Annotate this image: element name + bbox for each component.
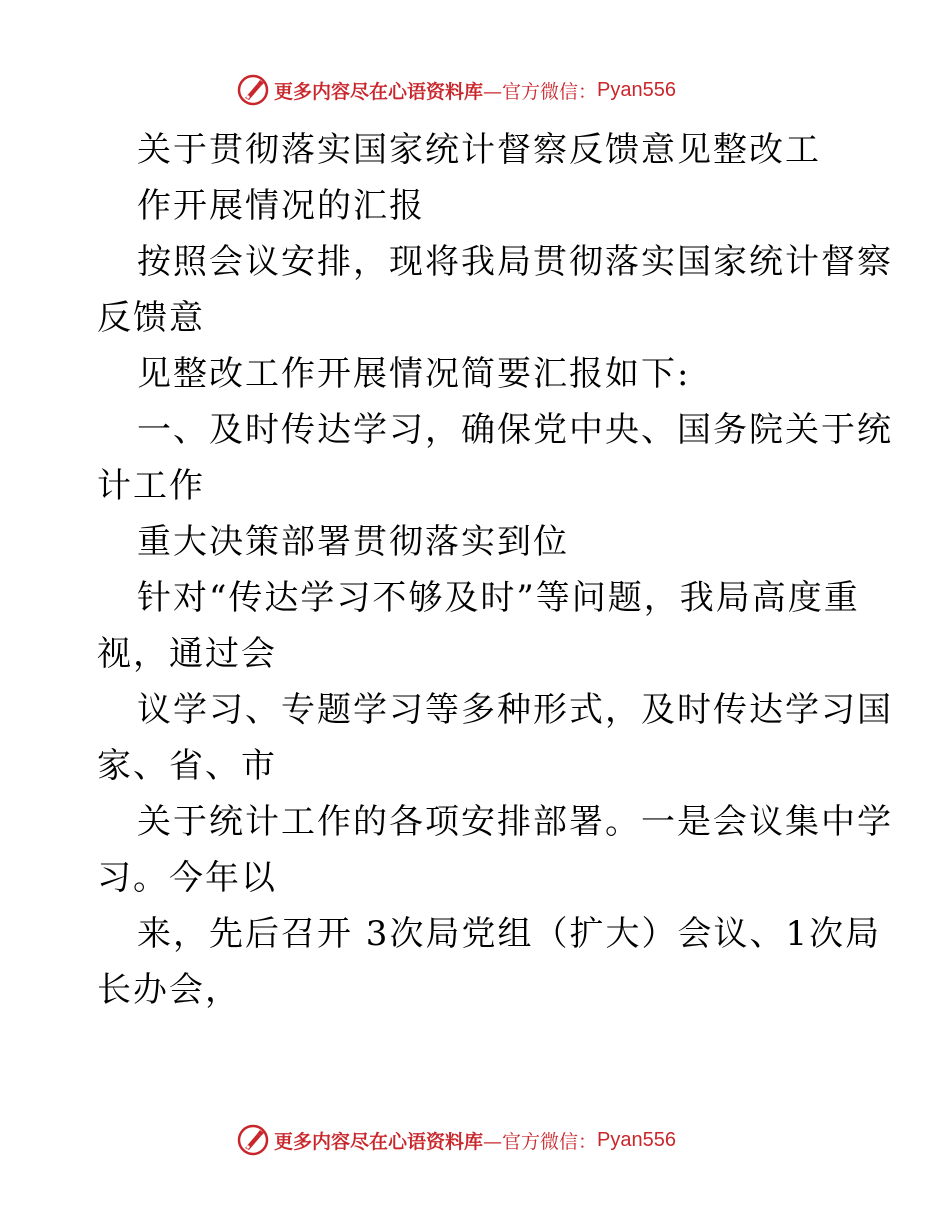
watermark-brand-text: 更多内容尽在心语资料库 (274, 80, 484, 103)
doc-title-line-2: 作开展情况的汇报 (137, 186, 425, 226)
pen-nib-logo-icon (236, 1123, 270, 1157)
doc-heading-line: 计工作 (97, 466, 205, 506)
watermark-wechat-label: —官方微信： (483, 1130, 598, 1153)
doc-text-line: 针对“传达学习不够及时”等问题，我局高度重 (137, 578, 860, 618)
footer-watermark (236, 1122, 676, 1158)
doc-text-line: 来，先后召开 3次局党组（扩大）会议、1次局 (137, 914, 882, 954)
doc-text-line: 反馈意 (97, 298, 205, 338)
doc-text-line: 长办会， (97, 970, 241, 1010)
watermark-wechat-handle: Pyan556 (597, 78, 676, 101)
pen-nib-logo-icon (236, 73, 270, 107)
doc-text-line: 习。今年以 (97, 858, 277, 898)
doc-heading-line: 重大决策部署贯彻落实到位 (137, 522, 569, 562)
doc-text-line: 议学习、专题学习等多种形式，及时传达学习国 (137, 690, 893, 730)
doc-heading-line: 一、及时传达学习，确保党中央、国务院关于统 (137, 410, 893, 450)
header-watermark (236, 72, 676, 108)
watermark-wechat-label: —官方微信： (483, 80, 598, 103)
doc-text-line: 关于统计工作的各项安排部署。一是会议集中学 (137, 802, 893, 842)
watermark-brand-text: 更多内容尽在心语资料库 (274, 1130, 484, 1153)
document-body (97, 122, 893, 1018)
doc-text-line: 家、省、市 (97, 746, 277, 786)
doc-text-line: 视，通过会 (97, 634, 277, 674)
doc-text-line: 按照会议安排，现将我局贯彻落实国家统计督察 (137, 242, 893, 282)
doc-text-line: 见整改工作开展情况简要汇报如下: (137, 354, 691, 394)
watermark-wechat-handle: Pyan556 (597, 1128, 676, 1151)
doc-title-line-1: 关于贯彻落实国家统计督察反馈意见整改工 (137, 130, 821, 170)
